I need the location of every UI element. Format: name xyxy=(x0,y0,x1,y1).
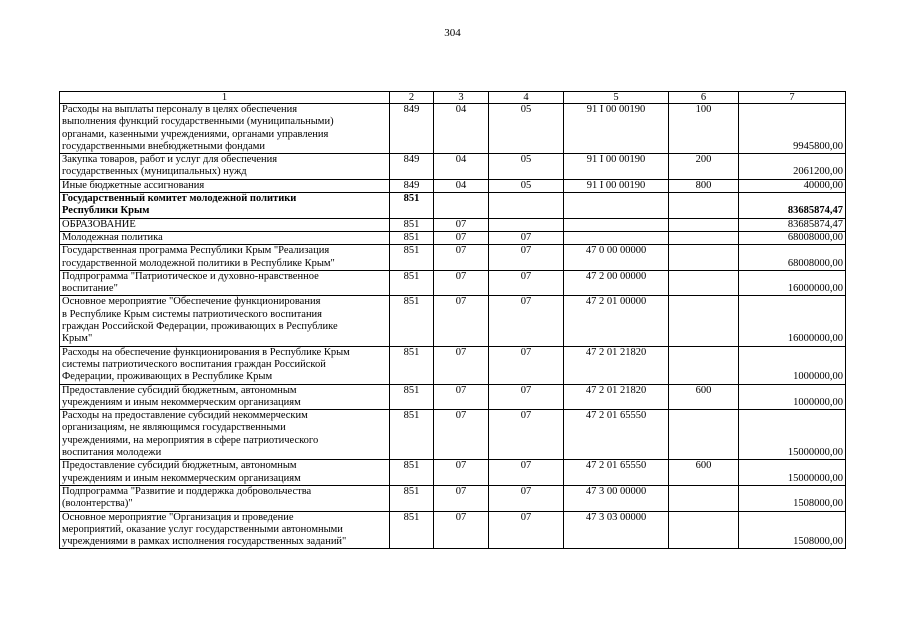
row-amount-cell: 1000000,00 xyxy=(739,384,846,410)
table-row xyxy=(60,410,846,460)
column-header: 7 xyxy=(739,92,846,104)
row-section-cell: 07 xyxy=(434,346,489,384)
row-subsection-cell: 05 xyxy=(489,154,564,180)
row-subsection-cell: 07 xyxy=(489,296,564,346)
row-section-cell xyxy=(434,193,489,219)
column-header: 2 xyxy=(390,92,434,104)
row-ved-cell: 851 xyxy=(390,270,434,296)
row-target-article-cell: 47 2 01 00000 xyxy=(564,296,669,346)
table-row xyxy=(60,218,846,231)
table-row xyxy=(60,346,846,384)
row-name-cell: Государственная программа Республики Крым "Реализация государственной молодежной политики в Республике Крым" xyxy=(60,245,390,271)
table-row xyxy=(60,460,846,486)
row-expense-type-cell xyxy=(669,346,739,384)
row-target-article-cell: 91 I 00 00190 xyxy=(564,179,669,192)
row-amount-cell: 15000000,00 xyxy=(739,460,846,486)
row-target-article-cell: 47 3 03 00000 xyxy=(564,511,669,549)
column-header: 1 xyxy=(60,92,390,104)
column-header: 5 xyxy=(564,92,669,104)
row-expense-type-cell xyxy=(669,193,739,219)
row-expense-type-cell: 600 xyxy=(669,460,739,486)
row-target-article-cell xyxy=(564,231,669,244)
row-subsection-cell: 07 xyxy=(489,245,564,271)
row-target-article-cell xyxy=(564,193,669,219)
row-subsection-cell xyxy=(489,193,564,219)
row-ved-cell: 851 xyxy=(390,245,434,271)
table-row xyxy=(60,245,846,271)
row-section-cell: 07 xyxy=(434,511,489,549)
budget-table xyxy=(59,91,846,549)
row-expense-type-cell: 800 xyxy=(669,179,739,192)
row-amount-cell: 9945800,00 xyxy=(739,104,846,154)
row-target-article-cell: 47 2 01 21820 xyxy=(564,384,669,410)
row-name-cell: Подпрограмма "Развитие и поддержка добровольчества (волонтерства)" xyxy=(60,485,390,511)
row-name-cell: Предоставление субсидий бюджетным, автономным учреждениям и иным некоммерческим организациям xyxy=(60,460,390,486)
table-row xyxy=(60,179,846,192)
row-ved-cell: 851 xyxy=(390,511,434,549)
table-row xyxy=(60,270,846,296)
row-subsection-cell: 07 xyxy=(489,460,564,486)
row-expense-type-cell xyxy=(669,231,739,244)
row-name-cell: Расходы на обеспечение функционирования в Республике Крым системы патриотического воспитания граждан Российской Федерации, проживающих в Республике Крым xyxy=(60,346,390,384)
row-amount-cell: 1508000,00 xyxy=(739,485,846,511)
row-ved-cell: 851 xyxy=(390,193,434,219)
row-section-cell: 04 xyxy=(434,179,489,192)
row-amount-cell: 16000000,00 xyxy=(739,270,846,296)
row-name-cell: Расходы на выплаты персоналу в целях обеспечения выполнения функций государственными (муниципальными) органами, казенными учреждениями, органами управления государственными внебюджетными фондами xyxy=(60,104,390,154)
row-target-article-cell: 47 2 01 21820 xyxy=(564,346,669,384)
row-ved-cell: 851 xyxy=(390,460,434,486)
row-amount-cell: 15000000,00 xyxy=(739,410,846,460)
row-target-article-cell: 47 2 00 00000 xyxy=(564,270,669,296)
row-ved-cell: 849 xyxy=(390,154,434,180)
row-expense-type-cell xyxy=(669,410,739,460)
row-ved-cell: 851 xyxy=(390,485,434,511)
table-row xyxy=(60,193,846,219)
row-name-cell: Основное мероприятие "Обеспечение функционирования в Республике Крым системы патриотического воспитания граждан Российской Федерации, проживающих в Республике Крым" xyxy=(60,296,390,346)
row-target-article-cell: 91 I 00 00190 xyxy=(564,104,669,154)
row-section-cell: 07 xyxy=(434,231,489,244)
row-name-cell: Расходы на предоставление субсидий некоммерческим организациям, не являющимся государственными учреждениями, на мероприятия в сфере патриотического воспитания молодежи xyxy=(60,410,390,460)
row-amount-cell: 68008000,00 xyxy=(739,231,846,244)
table-row xyxy=(60,104,846,154)
row-section-cell: 07 xyxy=(434,485,489,511)
row-name-cell: Государственный комитет молодежной политики Республики Крым xyxy=(60,193,390,219)
row-subsection-cell: 07 xyxy=(489,511,564,549)
column-header: 6 xyxy=(669,92,739,104)
row-subsection-cell: 07 xyxy=(489,410,564,460)
row-name-cell: Подпрограмма "Патриотическое и духовно-нравственное воспитание" xyxy=(60,270,390,296)
row-expense-type-cell: 600 xyxy=(669,384,739,410)
row-ved-cell: 851 xyxy=(390,410,434,460)
row-subsection-cell: 07 xyxy=(489,384,564,410)
table-row xyxy=(60,154,846,180)
column-header: 3 xyxy=(434,92,489,104)
row-section-cell: 07 xyxy=(434,218,489,231)
row-name-cell: Основное мероприятие "Организация и проведение мероприятий, оказание услуг государственными автономными учреждениями в рамках исполнения государственных заданий" xyxy=(60,511,390,549)
row-amount-cell: 16000000,00 xyxy=(739,296,846,346)
table-header-row xyxy=(60,92,846,104)
table-row xyxy=(60,296,846,346)
row-section-cell: 07 xyxy=(434,384,489,410)
row-amount-cell: 40000,00 xyxy=(739,179,846,192)
row-target-article-cell xyxy=(564,218,669,231)
row-target-article-cell: 47 0 00 00000 xyxy=(564,245,669,271)
row-name-cell: Закупка товаров, работ и услуг для обеспечения государственных (муниципальных) нужд xyxy=(60,154,390,180)
row-name-cell: Молодежная политика xyxy=(60,231,390,244)
row-section-cell: 07 xyxy=(434,410,489,460)
row-name-cell: ОБРАЗОВАНИЕ xyxy=(60,218,390,231)
row-target-article-cell: 91 I 00 00190 xyxy=(564,154,669,180)
row-subsection-cell: 07 xyxy=(489,231,564,244)
row-amount-cell: 2061200,00 xyxy=(739,154,846,180)
row-section-cell: 07 xyxy=(434,270,489,296)
row-name-cell: Иные бюджетные ассигнования xyxy=(60,179,390,192)
row-expense-type-cell xyxy=(669,245,739,271)
row-ved-cell: 851 xyxy=(390,231,434,244)
page-number: 304 xyxy=(444,27,461,39)
row-ved-cell: 851 xyxy=(390,346,434,384)
row-expense-type-cell xyxy=(669,218,739,231)
row-section-cell: 04 xyxy=(434,104,489,154)
row-subsection-cell: 05 xyxy=(489,104,564,154)
row-subsection-cell: 05 xyxy=(489,179,564,192)
row-expense-type-cell xyxy=(669,485,739,511)
row-amount-cell: 83685874,47 xyxy=(739,218,846,231)
row-ved-cell: 849 xyxy=(390,179,434,192)
row-expense-type-cell xyxy=(669,270,739,296)
row-section-cell: 04 xyxy=(434,154,489,180)
row-amount-cell: 1508000,00 xyxy=(739,511,846,549)
row-expense-type-cell: 100 xyxy=(669,104,739,154)
row-target-article-cell: 47 2 01 65550 xyxy=(564,460,669,486)
row-amount-cell: 1000000,00 xyxy=(739,346,846,384)
table-row xyxy=(60,384,846,410)
table-row xyxy=(60,231,846,244)
row-amount-cell: 83685874,47 xyxy=(739,193,846,219)
row-expense-type-cell xyxy=(669,296,739,346)
row-subsection-cell: 07 xyxy=(489,270,564,296)
row-ved-cell: 849 xyxy=(390,104,434,154)
row-subsection-cell: 07 xyxy=(489,485,564,511)
row-ved-cell: 851 xyxy=(390,296,434,346)
row-subsection-cell xyxy=(489,218,564,231)
row-section-cell: 07 xyxy=(434,245,489,271)
row-ved-cell: 851 xyxy=(390,384,434,410)
table-row xyxy=(60,485,846,511)
row-ved-cell: 851 xyxy=(390,218,434,231)
table-row xyxy=(60,511,846,549)
row-target-article-cell: 47 3 00 00000 xyxy=(564,485,669,511)
column-header: 4 xyxy=(489,92,564,104)
row-amount-cell: 68008000,00 xyxy=(739,245,846,271)
row-name-cell: Предоставление субсидий бюджетным, автономным учреждениям и иным некоммерческим организациям xyxy=(60,384,390,410)
row-section-cell: 07 xyxy=(434,460,489,486)
row-subsection-cell: 07 xyxy=(489,346,564,384)
row-section-cell: 07 xyxy=(434,296,489,346)
row-expense-type-cell: 200 xyxy=(669,154,739,180)
row-target-article-cell: 47 2 01 65550 xyxy=(564,410,669,460)
row-expense-type-cell xyxy=(669,511,739,549)
